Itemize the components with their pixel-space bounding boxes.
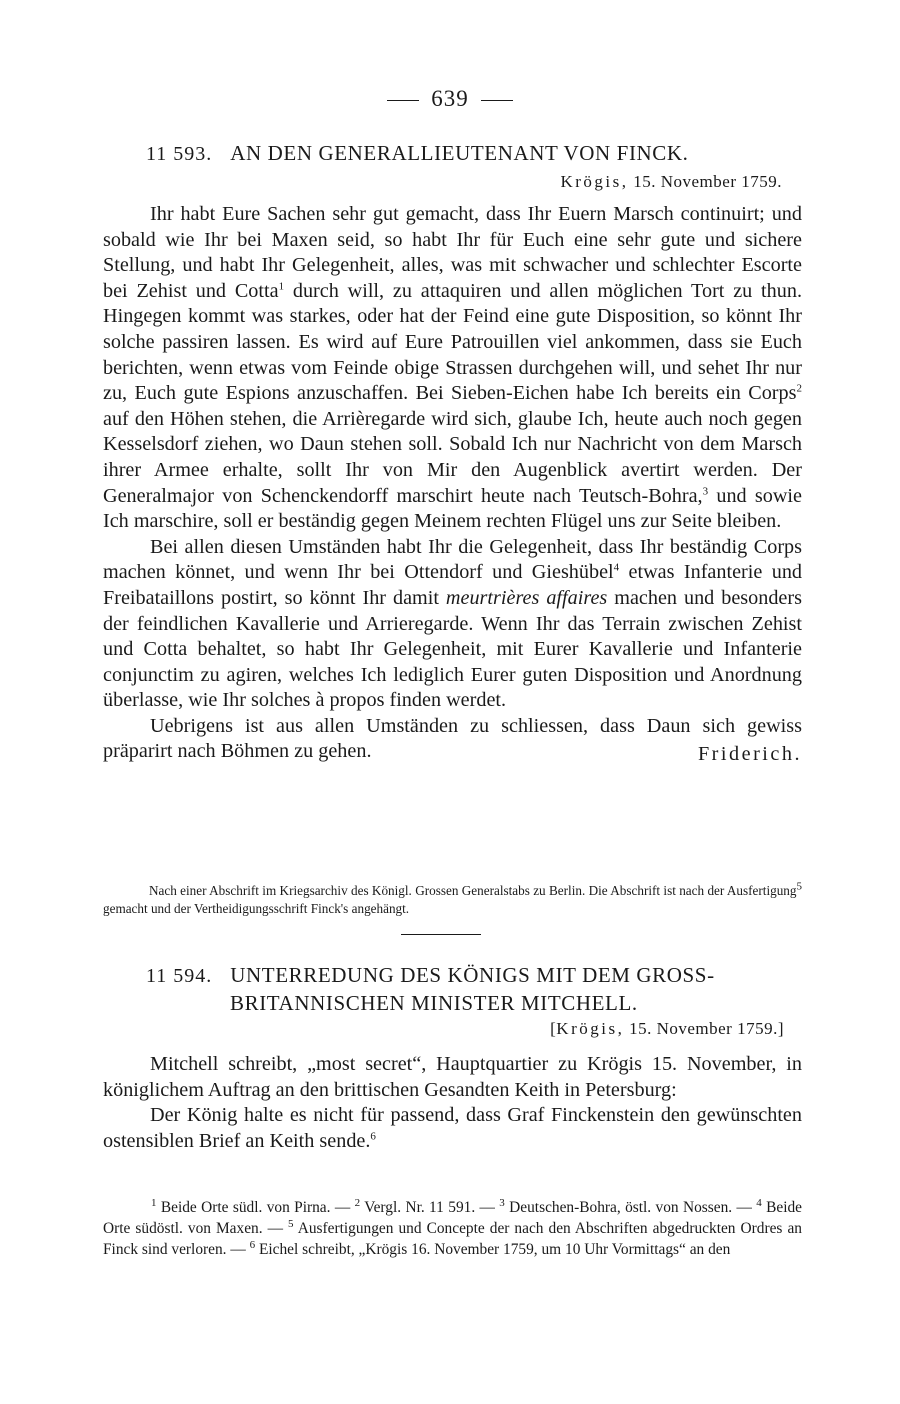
source-note <box>103 882 802 917</box>
letter-2-date-place: Krögis, <box>556 1019 625 1038</box>
footnote-5-marker: 5 <box>288 1218 294 1231</box>
letter-2-heading <box>146 962 806 1017</box>
letter-1-p3-text: Uebrigens ist aus allen Umständen zu schliessen, dass Daun sich gewiss präparirt nach Böhmen zu gehen. <box>103 714 802 763</box>
footnote-4-text: Beide Orte südöstl. von Maxen. — <box>103 1199 803 1238</box>
letter-1-paragraph-2 <box>103 535 802 714</box>
letter-2-date <box>550 1019 784 1039</box>
footnote-3-text: Deutschen-Bohra, östl. von Nossen. — <box>504 1199 757 1216</box>
letter-2-title-line-2: BRITANNISCHEN MINISTER MITCHELL. <box>230 991 638 1015</box>
letter-2-body <box>103 1052 802 1154</box>
footnote-4-marker: 4 <box>756 1196 762 1209</box>
footnote-2-marker: 2 <box>354 1196 361 1209</box>
letter-1-number: 11 593. <box>146 143 213 165</box>
letter-2-p2-text: Der König halte es nicht für passend, dass Graf Finckenstein den gewünschten ostensiblen Brief an Keith sende. <box>103 1104 802 1152</box>
letter-1-paragraph-1 <box>103 202 802 535</box>
footnote-ref-3: 3 <box>702 484 709 497</box>
page-number-text: 639 <box>431 86 469 111</box>
letter-1-date <box>560 172 782 192</box>
letter-1-title: AN DEN GENERALLIEUTENANT VON FINCK. <box>230 141 689 165</box>
footnote-2-text: Vergl. Nr. 11 591. — <box>360 1199 500 1216</box>
letter-1-italic-phrase: meurtrières affaires <box>445 586 608 609</box>
letter-2-date-rest: 15. November 1759.] <box>629 1019 784 1038</box>
page-number-dash-right <box>481 100 513 101</box>
source-note-a: Nach einer Abschrift im Kriegsarchiv des Königl. Grossen Generalstabs zu Berlin. Die Abschrift ist nach der Ausfertigung <box>149 883 797 898</box>
footnote-1-marker: 1 <box>151 1196 157 1209</box>
letter-1-date-place: Krögis, <box>560 172 629 191</box>
letter-1-p1c-text: auf den Höhen stehen, die Arrièregarde wird sich, glaube Ich, heute auch noch gegen Kesselsdorf ziehen, wo Daun stehen soll. Sobald Ich nur Nachricht von dem Marsch ihrer Armee erhalte, sollt Ihr von Mir den Augenblick avertirt werden. Der Generalmajor von Schenckendorff marschirt heute nach Teutsch-Bohra, <box>103 407 802 507</box>
letter-1-body <box>103 202 802 768</box>
letter-2-date-open: [ <box>550 1019 557 1038</box>
letter-1-p1d-text: und sowie Ich marschire, soll er beständig gegen Meinem rechten Flügel uns zur Seite bleiben. <box>103 484 802 533</box>
letter-1-p2a-text: Bei allen diesen Umständen habt Ihr die Gelegenheit, dass Ihr beständig Corps machen könnet, und wenn Ihr bei Ottendorf und Gieshübel <box>103 535 802 584</box>
letter-1-paragraph-3 <box>103 714 802 765</box>
footnotes-text <box>103 1197 802 1261</box>
footnote-ref-2: 2 <box>796 382 802 395</box>
footnote-1-text: Beide Orte südl. von Pirna. — <box>156 1199 355 1216</box>
letter-2-paragraph-1: Mitchell schreibt, „most secret“, Hauptquartier zu Krögis 15. November, in königlichem Auftrag an den brittischen Gesandten Keith in Petersburg: <box>103 1053 802 1101</box>
signature: Friderich. <box>697 743 802 766</box>
source-note-text <box>103 882 802 917</box>
letter-2-number: 11 594. <box>146 965 213 987</box>
source-note-b: gemacht und der Vertheidigungsschrift Finck's angehängt. <box>103 900 410 916</box>
footnote-6-text: Eichel schreibt, „Krögis 16. November 1759, um 10 Uhr Vormittags“ an den <box>255 1241 731 1259</box>
letter-1-p2c-text: machen und besonders der feindlichen Kavallerie und Arrieregarde. Wenn Ihr das Terrain zwischen Zehist und Cotta behaltet, so habt Ihr Gelegenheit, mit Eurer Kavallerie und Infanterie conjunctim zu agiren, welches Ich lediglich Eurer guten Disposition und Anordnung überlasse, wie Ihr solches à propos finden werdet. <box>103 586 802 712</box>
page-number-dash-left <box>387 100 419 101</box>
footnote-6-marker: 6 <box>249 1239 256 1252</box>
footnote-ref-5: 5 <box>796 880 802 893</box>
footnote-ref-1: 1 <box>278 280 285 293</box>
letter-1-p1-text: Ihr habt Eure Sachen sehr gut gemacht, dass Ihr Euern Marsch continuirt; und sobald wie Ihr bei Maxen seid, so habt Ihr für Euch eine sehr gute und sichere Stellung, und habt Ihr Gelegenheit, alles, was mit schwacher und schlechter Escorte bei Zehist und Cotta <box>103 203 802 302</box>
footnote-3-marker: 3 <box>499 1196 505 1209</box>
letter-1-heading <box>146 140 796 168</box>
footnote-ref-6: 6 <box>370 1130 376 1143</box>
page-number <box>0 86 900 112</box>
letter-1-p1b-text: durch will, zu attaquiren und allen möglichen Tort zu thun. Hingegen kommt was starkes, oder hat der Feind eine gute Disposition, so könnt Ihr solche passiren lassen. Es wird auf Eure Patrouillen viel ankommen, dass sie Euch berichten, wenn etwas vom Feinde obige Strassen durchgehen will, und sehet Ihr nur zu, Euch gute Espions anzuschaffen. Bei Sieben-Eichen habe Ich bereits ein Corps <box>103 279 802 405</box>
letter-1-date-rest: 15. November 1759. <box>633 172 782 191</box>
letter-2-paragraph-2 <box>103 1103 802 1154</box>
footnotes <box>103 1197 802 1261</box>
letter-2-title-line-1: UNTERREDUNG DES KÖNIGS MIT DEM GROSS- <box>230 963 715 987</box>
footnote-ref-4: 4 <box>613 561 620 574</box>
letter-1-p2b-text: etwas Infanterie und Freibataillons postirt, so könnt Ihr damit <box>103 561 803 609</box>
footnote-5-text: Ausfertigungen und Concepte der nach den Abschriften abgedruckten Ordres an Finck sind verloren. — <box>103 1220 802 1259</box>
section-divider <box>401 934 481 935</box>
